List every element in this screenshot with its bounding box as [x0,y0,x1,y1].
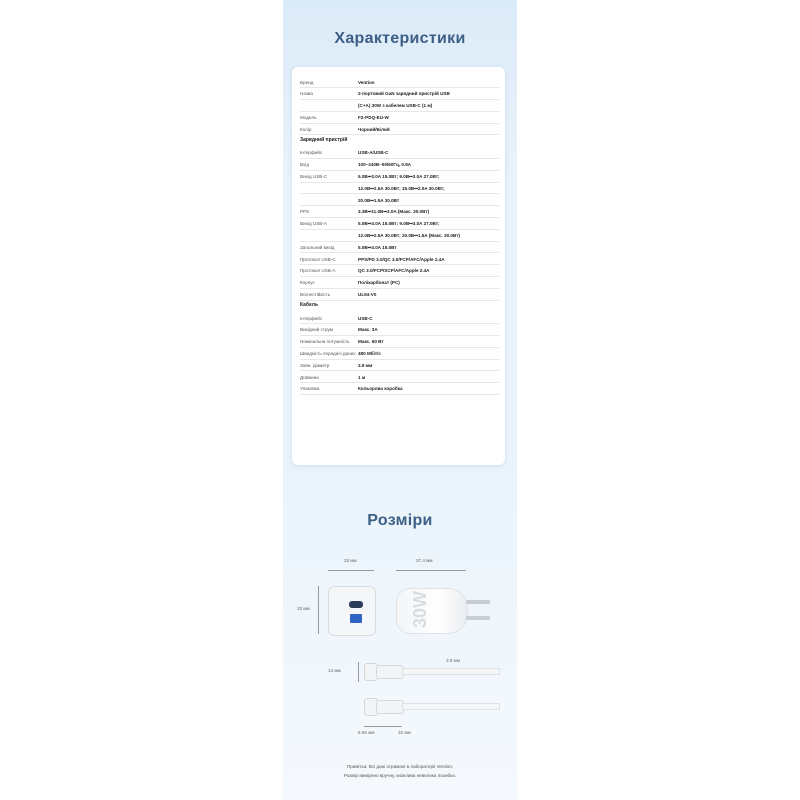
cable-plug-height-label: 13 мм [328,668,341,673]
spec-section-heading: Кабель [300,302,319,309]
spec-value: 3.3В⎓11.0В⎓3.0A (Макс. 30.0Вт) [358,209,430,215]
spec-row [300,384,499,395]
spec-key: Вихідний струм [300,327,333,333]
plug-thickness-label: 6.65 мм [358,730,375,735]
spec-row [300,254,499,265]
cable-height-line [358,662,359,682]
spec-key: Модель [300,114,317,120]
spec-section-heading: Зарядний пристрій [300,137,348,143]
face-width-label: 33 мм [344,558,357,563]
spec-value: USB-A/USB-C [358,150,389,156]
spec-value: Макс. 3A [358,327,378,333]
spec-value: Vention [358,79,375,85]
spec-value: 20.0В⎓1.5A 30.0Вт [358,197,400,203]
spec-key: Інтерфейс [300,315,323,321]
spec-key: Вогнестійкість [300,291,331,297]
spec-key: Вихід USB-C [300,173,328,179]
spec-key: Протокол USB-C [300,256,336,262]
spec-row [300,112,499,123]
spec-value: 1 м [358,374,366,380]
spec-row [300,242,499,253]
spec-key: Довжина [300,374,319,380]
spec-value: FZ-PDQ-EU-W [358,114,389,120]
spec-value: 5.0В⎓3.0A 15.0Вт; 9.0В⎓3.0A 27.0Вт; [358,221,440,227]
spec-value: Макс. 60 Вт [358,339,384,345]
cable-plug-body-icon [376,700,404,714]
dimensions-title: Розміри [367,512,433,529]
spec-row [300,160,499,171]
spec-key: Корпус [300,280,315,286]
spec-value: Полікарбонат (PC) [358,280,400,286]
spec-key: Швидкість передачі даних [300,350,356,356]
side-width-line [396,570,466,571]
plug-prong-icon [466,616,490,620]
spec-key: Назва [300,91,313,97]
spec-key: Колір [300,126,312,132]
note-line-1: Примітка: Всі дані отримані в лабораторії Vention. [346,764,454,769]
spec-value: 480 Мбіт/с [358,350,381,356]
spec-row [300,207,499,218]
spec-value: 2-портовий GaN зарядний пристрій USB [358,91,450,97]
specs-card [292,67,505,465]
plug-length-line [364,726,402,727]
spec-value: USB-C [358,315,373,321]
height-label: 33 мм [297,606,310,611]
spec-value: 3.8 мм [358,362,373,368]
height-line [318,586,319,634]
charger-front-view [328,586,376,636]
cable-plug-body-icon [376,665,404,679]
spec-row [300,219,499,230]
spec-row [300,278,499,289]
spec-value: Кольорова коробка [358,386,403,392]
spec-row [300,313,499,324]
spec-value: Чорний/Білий [358,126,390,132]
spec-value: UL94-V0 [358,291,377,297]
spec-row [300,230,499,241]
spec-value: QC 3.0/FCP/SCP/AFC/Apple 2.4A [358,268,430,274]
charger-label: 30W [410,590,430,628]
usb-a-port-icon [350,614,362,623]
plug-length-label: 32 мм [398,730,411,735]
spec-row [300,77,499,88]
face-width-line [328,570,374,571]
spec-row [300,360,499,371]
spec-key: PPS [300,209,310,215]
charger-side-view [396,588,468,634]
note-line-2: Розмір виміряно вручну, можлива невелика похибка. [343,773,457,778]
specs-title: Характеристики [334,30,466,47]
spec-row [300,348,499,359]
spec-row [300,372,499,383]
spec-row [300,337,499,348]
spec-value: 5.0В⎓3.0A 15.0Вт; 9.0В⎓3.0A 27.0Вт; [358,173,440,179]
spec-value: 12.0В⎓2.5A 30.0Вт; 15.0В⎓2.0A 30.0Вт; [358,185,445,191]
spec-value: 12.0В⎓2.5A 30.0Вт; 20.0В⎓1.5A (Макс. 30.0Вт) [358,232,461,238]
spec-value: 100–240В~50/60Гц, 0.8A [358,162,412,168]
usb-c-port-icon [349,601,363,608]
spec-row [300,124,499,135]
spec-key: Зовн. діаметр [300,362,330,368]
plug-prong-icon [466,600,490,604]
side-width-label: 37.4 мм [416,558,433,563]
spec-value: (C+A) 30W з кабелем USB-C (1 м) [358,103,433,109]
spec-key: Упаковка [300,386,320,392]
spec-value: PPS/PD 3.0/QC 3.0/FCP/AFC/Apple 2.4A [358,256,445,262]
spec-row [300,101,499,112]
spec-row [300,148,499,159]
spec-row [300,266,499,277]
spec-row [300,195,499,206]
spec-key: Бренд [300,79,314,85]
spec-row [300,89,499,100]
cable-diameter-label: 3.8 мм [446,658,460,663]
spec-key: Інтерфейс [300,150,323,156]
spec-key: Вхід [300,162,310,168]
spec-row [300,325,499,336]
spec-row [300,289,499,300]
cable-segment [402,668,500,675]
spec-key: Загальний вихід [300,244,335,250]
spec-key: Номінальна потужність [300,339,350,345]
spec-row [300,171,499,182]
spec-row [300,183,499,194]
spec-value: 5.0В⎓3.0A 15.0Вт [358,244,397,250]
cable-segment [402,703,500,710]
spec-key: Протокол USB-A [300,268,336,274]
spec-key: Вихід USB-A [300,221,327,227]
